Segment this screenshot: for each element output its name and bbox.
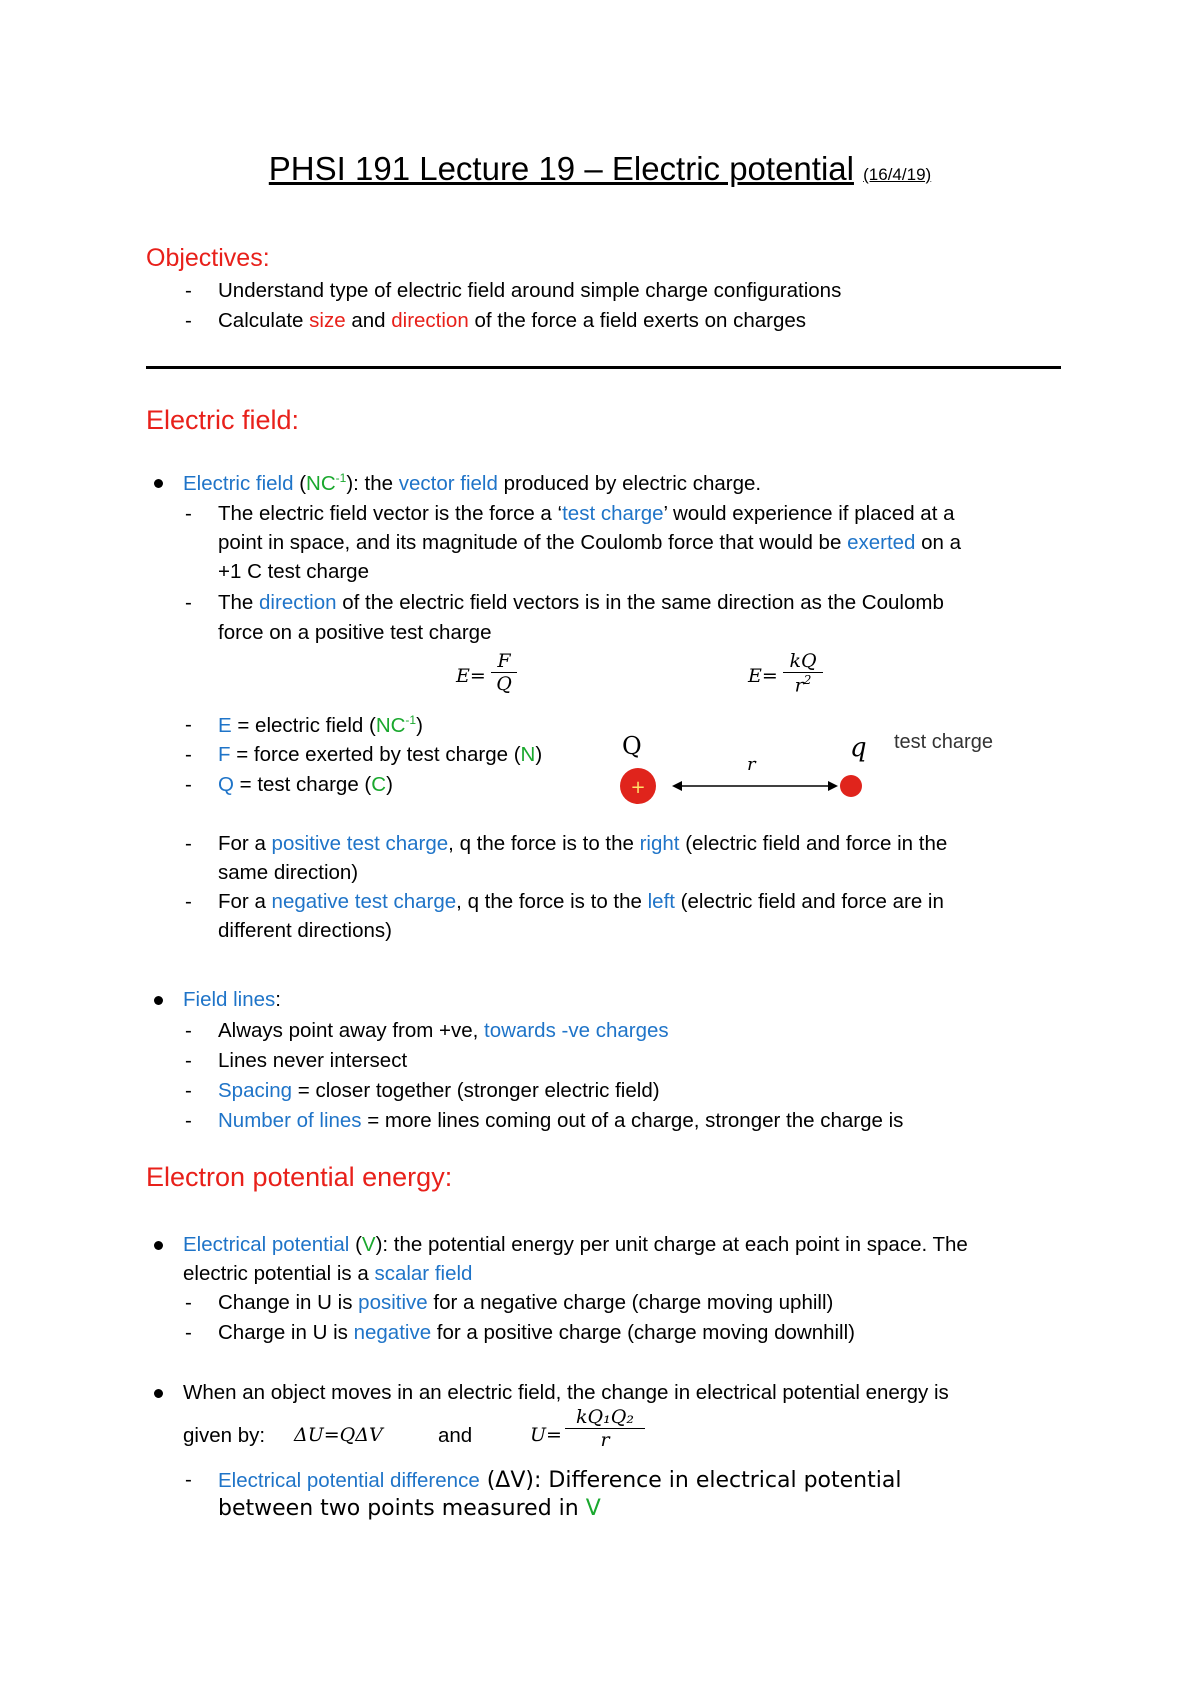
field-vector-line-1: The electric field vector is the force a ‘test charge’ would experience if placed at a xyxy=(218,502,955,525)
objectives-heading: Objectives: xyxy=(146,244,270,272)
and-label: and xyxy=(438,1424,473,1447)
object-moves-line: When an object moves in an electric field, the change in electrical potential energy is xyxy=(183,1381,949,1404)
equation-u-coulomb: $\frac{\text{kQ₁Q₂}}{r}$ xyxy=(565,1406,645,1451)
field-lines-item: Number of lines = more lines coming out of a charge, stronger the charge is xyxy=(218,1109,904,1132)
electric-field-heading: Electric field: xyxy=(146,405,300,435)
equation-e-kq-r2: $\frac{kQ}{r^2}$ xyxy=(783,650,823,696)
potential-difference-line-2: between two points measured in V xyxy=(218,1496,601,1521)
field-vector-line-3: +1 C test charge xyxy=(218,560,369,583)
equation-e-f-q-lhs: E= xyxy=(456,665,486,687)
definition-q: Q = test charge (C) xyxy=(218,773,393,796)
section-divider xyxy=(146,366,1061,369)
dash-marker: - xyxy=(185,1468,192,1491)
test-charge-label: test charge xyxy=(894,731,993,753)
negative-charge-line-1: For a negative test charge, q the force is to the left (electric field and force are in xyxy=(218,890,944,913)
dash-marker: - xyxy=(185,743,192,766)
dash-marker: - xyxy=(185,1291,192,1314)
test-charge-symbol: q xyxy=(850,733,867,763)
negative-charge-line-2: different directions) xyxy=(218,919,392,942)
dash-marker: - xyxy=(185,309,192,332)
bullet-marker xyxy=(154,1389,163,1398)
dash-marker: - xyxy=(185,591,192,614)
charge-diagram xyxy=(600,720,1020,820)
test-charge-icon xyxy=(840,775,862,797)
equation-e-f-q: $\frac{F}{Q}$ xyxy=(491,650,517,695)
definition-f: F = force exerted by test charge (N) xyxy=(218,743,543,766)
page-title xyxy=(0,150,1200,188)
arrow-left-icon xyxy=(672,781,682,791)
direction-line-1: The direction of the electric field vectors is in the same direction as the Coulomb xyxy=(218,591,944,614)
electrical-potential-line-1: Electrical potential (V): the potential energy per unit charge at each point in space. The xyxy=(183,1233,968,1256)
bullet-marker xyxy=(154,479,163,488)
objective-item-2: Calculate size and direction of the force a field exerts on charges xyxy=(218,309,807,332)
field-vector-line-2: point in space, and its magnitude of the Coulomb force that would be exerted on a xyxy=(218,531,962,554)
bullet-marker xyxy=(154,1241,163,1250)
dash-marker: - xyxy=(185,890,192,913)
electric-field-definition: Electric field $(NC^{-1})$: the vector field produced by electric charge. xyxy=(183,471,762,495)
objective-size: size xyxy=(309,309,346,332)
objective-item-1: Understand type of electric field around simple charge configurations xyxy=(218,279,842,302)
definition-e: E = electric field $(NC^{-1})$ xyxy=(218,713,423,737)
direction-line-2: force on a positive test charge xyxy=(218,621,492,644)
dash-marker: - xyxy=(185,279,192,302)
change-u-negative: Charge in U is negative for a positive charge (charge moving downhill) xyxy=(218,1321,855,1344)
field-lines-heading: Field lines: xyxy=(183,988,281,1011)
dash-marker: - xyxy=(185,773,192,796)
field-lines-item: Always point away from +ve, towards -ve charges xyxy=(218,1019,669,1042)
field-lines-item: Spacing = closer together (stronger electric field) xyxy=(218,1079,660,1102)
equation-u-lhs: U= xyxy=(530,1424,562,1446)
dash-marker: - xyxy=(185,1109,192,1132)
dash-marker: - xyxy=(185,502,192,525)
change-u-positive: Change in U is positive for a negative charge (charge moving uphill) xyxy=(218,1291,834,1314)
equation-e-kq-lhs: E= xyxy=(748,665,778,687)
equation-delta-u: ΔU=QΔV xyxy=(294,1424,383,1446)
dash-marker: - xyxy=(185,1049,192,1072)
title-date: (16/4/19) xyxy=(863,165,932,184)
potential-difference-line-1: Electrical potential difference (ΔV): Difference in electrical potential xyxy=(218,1468,902,1493)
title-main: PHSI 191 Lecture 19 – Electric potential xyxy=(268,150,854,187)
positive-charge-line-2: same direction) xyxy=(218,861,359,884)
given-by-label: given by: xyxy=(183,1424,266,1447)
dash-marker: - xyxy=(185,1079,192,1102)
source-charge-label: Q xyxy=(622,732,642,760)
dash-marker: - xyxy=(185,1019,192,1042)
dash-marker: - xyxy=(185,832,192,855)
electrical-potential-line-2: electric potential is a scalar field xyxy=(183,1262,473,1285)
potential-energy-heading: Electron potential energy: xyxy=(146,1162,453,1192)
arrow-right-icon xyxy=(828,781,838,791)
distance-label: r xyxy=(747,754,756,775)
field-lines-item: Lines never intersect xyxy=(218,1049,408,1072)
dash-marker: - xyxy=(185,1321,192,1344)
objective-direction: direction xyxy=(391,309,469,332)
dash-marker: - xyxy=(185,713,192,736)
positive-charge-line-1: For a positive test charge, q the force is to the right (electric field and force in the xyxy=(218,832,948,855)
plus-sign: + xyxy=(630,777,646,798)
bullet-marker xyxy=(154,996,163,1005)
